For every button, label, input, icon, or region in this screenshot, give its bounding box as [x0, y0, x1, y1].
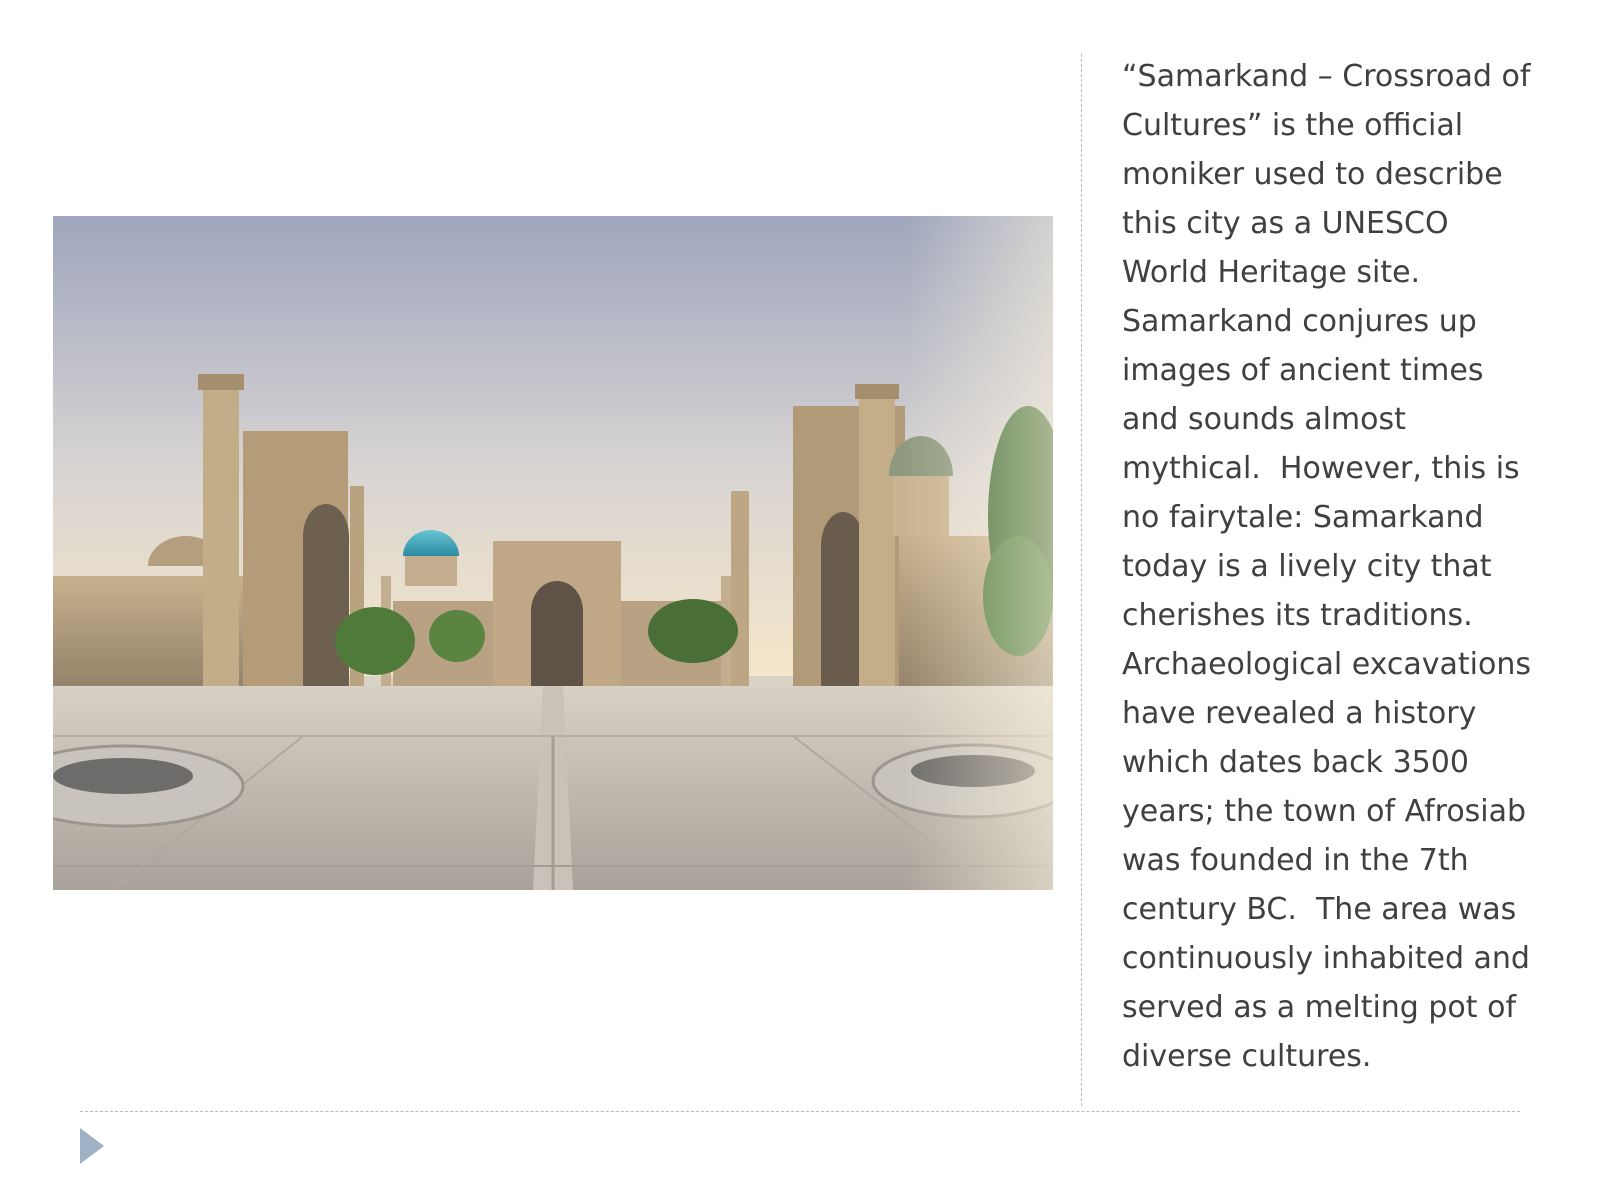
photo-samarkand-registan: [53, 216, 1053, 890]
body-paragraph: “Samarkand – Crossroad of Cultures” is the official moniker used to describe this city as a UNESCO World Heritage site. Samarkand conjures up images of ancient times and sounds almost mythical. However, this is no fairytale: Samarkand today is a lively city that cherishes its traditions. Archaeological excavations have revealed a history which dates back 3500 years; the town of Afrosiab was founded in the 7th century BC. The area was continuously inhabited and served as a melting pot of diverse cultures.: [1122, 59, 1541, 1074]
vertical-divider: [1081, 54, 1082, 1106]
play-triangle-icon: [78, 1126, 106, 1166]
horizontal-divider: [80, 1111, 1520, 1112]
